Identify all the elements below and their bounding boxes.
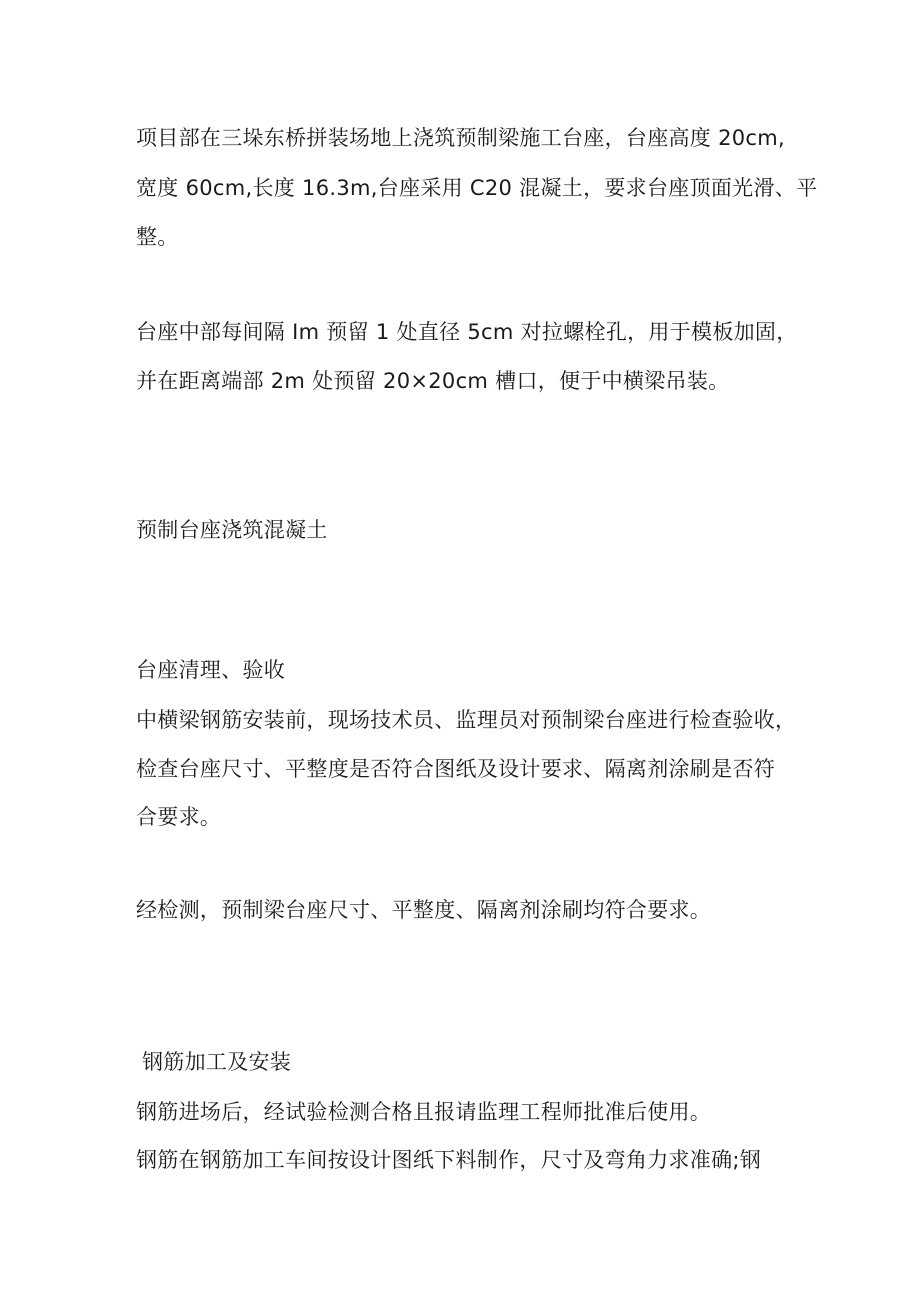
paragraph-line: 检查台座尺寸、平整度是否符合图纸及设计要求、隔离剂涂刷是否符 bbox=[136, 757, 775, 781]
paragraph-line: 整。 bbox=[136, 225, 179, 249]
paragraph-line: 合要求。 bbox=[136, 805, 222, 829]
paragraph-line: 宽度 60cm,长度 16.3m,台座采用 C20 混凝土，要求台座顶面光滑、平 bbox=[136, 176, 818, 200]
paragraph-line: 项目部在三垛东桥拼装场地上浇筑预制梁施工台座，台座高度 20cm, bbox=[136, 126, 785, 150]
paragraph-line: 经检测，预制梁台座尺寸、平整度、隔离剂涂刷均符合要求。 bbox=[136, 898, 712, 922]
section-heading: 预制台座浇筑混凝土 bbox=[136, 518, 328, 542]
paragraph-line: 钢筋进场后，经试验检测合格且报请监理工程师批准后使用。 bbox=[136, 1100, 712, 1124]
section-heading: 钢筋加工及安装 bbox=[142, 1050, 292, 1074]
paragraph-line: 钢筋在钢筋加工车间按设计图纸下料制作，尺寸及弯角力求准确;钢 bbox=[136, 1148, 762, 1172]
paragraph-line: 台座中部每间隔 Im 预留 1 处直径 5cm 对拉螺栓孔，用于模板加固， bbox=[136, 320, 798, 344]
section-heading: 台座清理、验收 bbox=[136, 658, 286, 682]
paragraph-line: 并在距离端部 2m 处预留 20×20cm 槽口，便于中横梁吊装。 bbox=[136, 369, 730, 393]
paragraph-line: 中横梁钢筋安装前，现场技术员、监理员对预制梁台座进行检查验收， bbox=[136, 708, 797, 732]
